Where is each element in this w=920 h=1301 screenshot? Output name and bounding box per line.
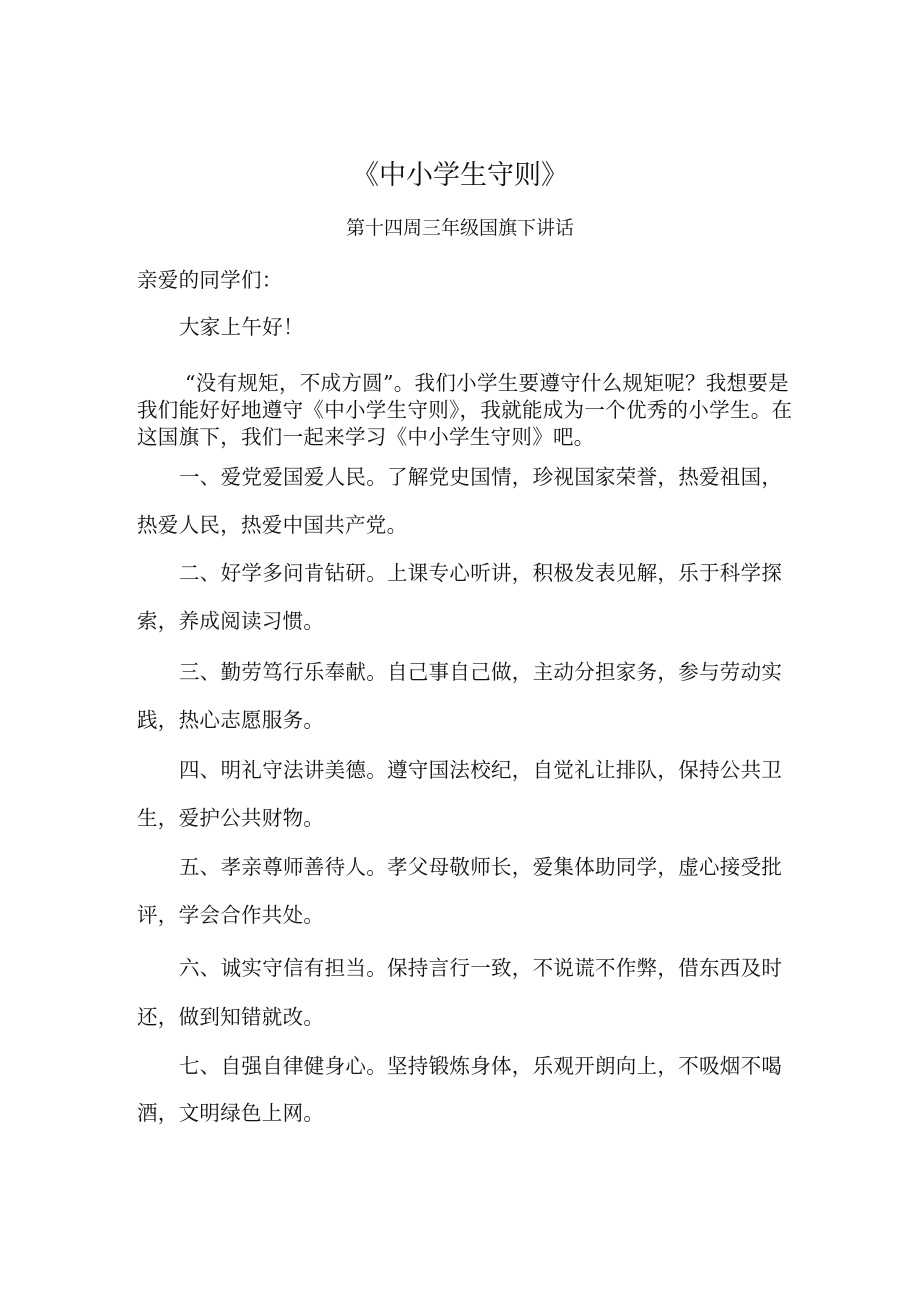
intro-line: 这国旗下，我们一起来学习《中小学生守则》吧。: [137, 425, 595, 449]
rule-line: 五、孝亲尊师善待人。孝父母敬师长，爱集体助同学，虚心接受批: [179, 855, 783, 879]
document-title: 《中小学生守则》: [352, 160, 568, 191]
intro-line: “没有规矩，不成方圆”。我们小学生要遵守什么规矩呢？我想要是: [185, 371, 789, 395]
rule-line: 二、好学多问肯钻研。上课专心听讲，积极发表见解，乐于科学探: [179, 561, 783, 585]
rule-line: 四、明礼守法讲美德。遵守国法校纪，自觉礼让排队，保持公共卫: [179, 758, 783, 782]
rule-line: 酒，文明绿色上网。: [137, 1101, 325, 1125]
rule-line: 七、自强自律健身心。坚持锻炼身体，乐观开朗向上，不吸烟不喝: [179, 1054, 783, 1078]
document-subtitle: 第十四周三年级国旗下讲话: [345, 217, 574, 239]
rule-line: 索，养成阅读习惯。: [137, 609, 325, 633]
intro-line: 我们能好好地遵守《中小学生守则》，我就能成为一个优秀的小学生。在: [137, 398, 793, 422]
rule-line: 三、勤劳笃行乐奉献。自己事自己做，主动分担家务，参与劳动实: [179, 660, 783, 684]
rule-line: 生，爱护公共财物。: [137, 806, 325, 830]
salutation: 亲爱的同学们：: [137, 268, 283, 292]
rule-line: 评，学会合作共处。: [137, 903, 325, 927]
rule-line: 六、诚实守信有担当。保持言行一致，不说谎不作弊，借东西及时: [179, 956, 783, 980]
rule-line: 一、爱党爱国爱人民。了解党史国情，珍视国家荣誉，热爱祖国，: [179, 465, 783, 489]
rule-line: 践，热心志愿服务。: [137, 708, 325, 732]
rule-line: 还，做到知错就改。: [137, 1005, 325, 1029]
rule-line: 热爱人民，热爱中国共产党。: [137, 513, 408, 537]
greeting: 大家上午好！: [179, 315, 304, 339]
